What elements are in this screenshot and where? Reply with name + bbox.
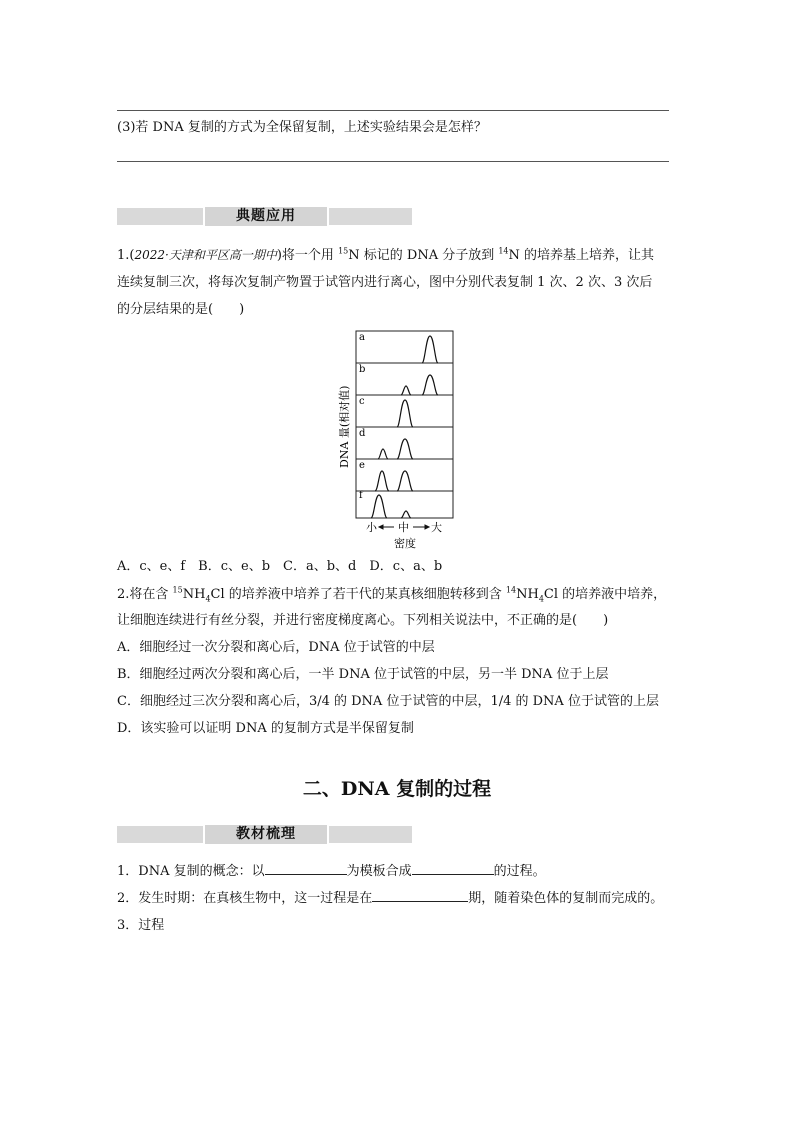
fill-blank-1[interactable] <box>265 861 347 875</box>
density-figure <box>336 328 466 554</box>
peak-f-mid <box>401 511 411 518</box>
peak-c-mid <box>397 400 413 427</box>
panel-label-b: b <box>359 364 366 375</box>
peak-e-mid <box>397 471 413 491</box>
panel-label-f: f <box>359 490 363 501</box>
section-label: 教材梳理 <box>203 825 329 844</box>
question-3-text: (3)若 DNA 复制的方式为全保留复制，上述实验结果会是怎样？ <box>117 120 487 135</box>
question-2-option-b: B．细胞经过两次分裂和离心后，一半 DNA 位于试管的中层，另一半 DNA 位于上层 <box>117 667 609 682</box>
peak-f-light <box>371 495 387 518</box>
peak-a-heavy <box>422 336 438 363</box>
section-header-review <box>117 826 412 843</box>
panel-a <box>356 331 453 363</box>
question-1-line-2: 连续复制三次，将每次复制产物置于试管内进行离心，图中分别代表复制 1 次、2 次、3 次后 <box>117 275 653 290</box>
question-2-option-c: C．细胞经过三次分裂和离心后，3/4 的 DNA 位于试管的中层，1/4 的 DNA 位于试管的上层 <box>117 694 659 709</box>
panel-d <box>356 427 453 459</box>
item-1: 1．DNA 复制的概念：以 为模板合成 的过程。 <box>117 861 546 882</box>
question-1-options: A．c、e、f B．c、e、b C．a、b、d D．c、a、b <box>117 559 443 574</box>
panel-e <box>356 459 453 491</box>
section-header-practice <box>117 208 412 225</box>
x-label-mid: 中 <box>398 521 409 534</box>
panel-label-a: a <box>359 332 365 343</box>
density-plot <box>336 328 466 554</box>
fill-blank-2[interactable] <box>412 861 494 875</box>
question-2-option-d: D．该实验可以证明 DNA 的复制方式是半保留复制 <box>117 721 414 736</box>
question-number: 1.( <box>117 248 135 263</box>
item-2: 2．发生时期：在真核生物中，这一过程是在 期，随着染色体的复制而完成的。 <box>117 888 663 909</box>
y-axis-label: DNA 量(相对值) <box>338 385 351 468</box>
peak-b-mid <box>401 386 411 395</box>
question-2-line-1: 2.将在含 $^{15}NH_4Cl$ 的培养液中培养了若干代的某真核细胞转移到含 $^{14}NH_4Cl$ 的培养液中培养， <box>117 585 667 604</box>
peak-b-heavy <box>422 375 438 395</box>
item-3: 3．过程 <box>117 918 165 933</box>
panel-label-c: c <box>359 396 365 407</box>
peak-d-mid <box>397 439 413 459</box>
panel-label-e: e <box>359 460 365 471</box>
question-2-line-2: 让细胞连续进行有丝分裂，并进行密度梯度离心。下列相关说法中，不正确的是( ) <box>117 613 609 628</box>
peak-e-light <box>375 471 389 491</box>
question-1-line-1: 1.(2022·天津和平区高一期中)将一个用 $^{15}$N 标记的 DNA 分子放到 $^{14}$N 的培养基上培养，让其 <box>117 246 655 263</box>
panel-f <box>356 491 453 518</box>
panel-b <box>356 363 453 395</box>
x-axis-title: 密度 <box>394 537 416 550</box>
answer-line-2 <box>117 161 669 162</box>
answer-line-1 <box>117 110 669 111</box>
question-2-option-a: A．细胞经过一次分裂和离心后，DNA 位于试管的中层 <box>117 640 435 655</box>
section-label: 典题应用 <box>203 207 329 226</box>
panel-label-d: d <box>359 428 366 439</box>
peak-d-light <box>378 449 388 459</box>
x-label-big: 大 <box>431 521 442 534</box>
question-source: 2022·天津和平区高一期中 <box>134 248 277 262</box>
x-label-small: 小 <box>366 521 377 534</box>
question-1-line-3: 的分层结果的是( ) <box>117 302 245 317</box>
chapter-heading: 二、DNA 复制的过程 <box>302 778 492 800</box>
fill-blank-3[interactable] <box>372 888 468 902</box>
